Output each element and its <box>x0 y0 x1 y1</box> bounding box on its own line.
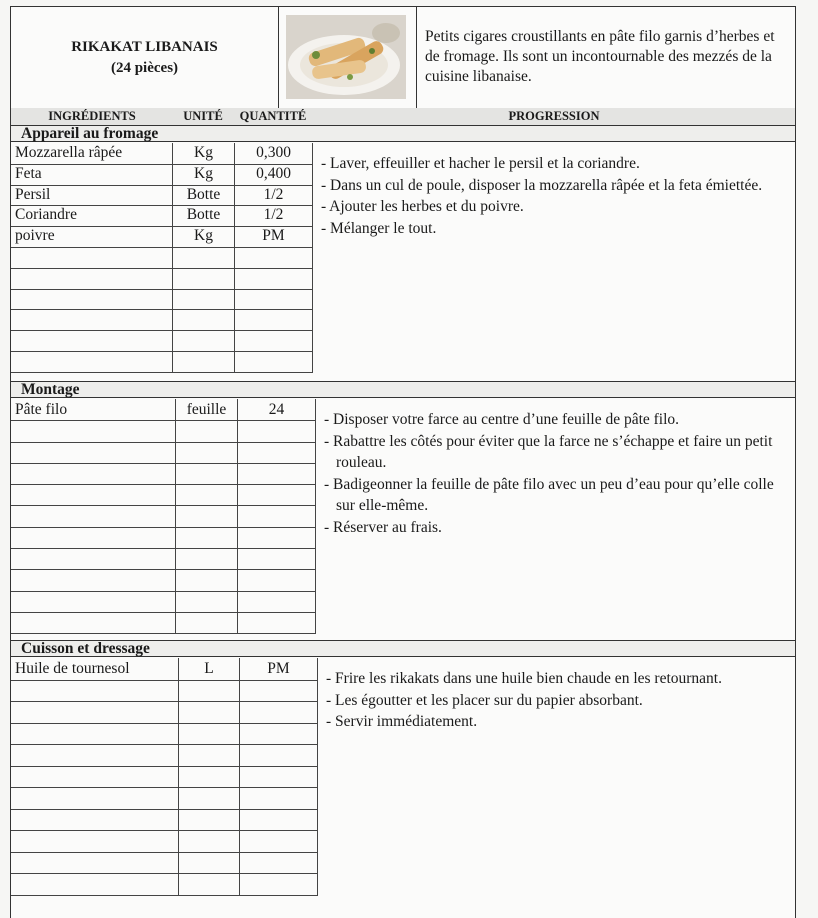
ingredient-name: Coriandre <box>11 205 173 226</box>
ingredient-unit <box>176 548 238 569</box>
ingredient-unit <box>179 873 240 895</box>
ingredient-name <box>11 809 179 831</box>
progression-step: - Servir immédiatement. <box>326 713 478 730</box>
progression-step: - Réserver au frais. <box>324 518 442 536</box>
ingredient-quantity <box>240 723 318 745</box>
ingredient-quantity: 1/2 <box>235 185 313 206</box>
ingredient-quantity <box>240 787 318 809</box>
table-row <box>11 185 313 207</box>
section-title <box>11 640 795 657</box>
ingredient-quantity <box>240 873 318 895</box>
ingredient-unit: feuille <box>176 399 238 420</box>
title-cell <box>11 7 279 108</box>
ingredient-name <box>11 548 176 569</box>
table-row <box>11 852 318 875</box>
table-row <box>11 830 318 853</box>
section-title-text: Cuisson et dressage <box>21 640 150 657</box>
ingredient-name <box>11 506 176 527</box>
table-row <box>11 658 318 681</box>
ingredient-unit <box>176 527 238 548</box>
ingredient-quantity <box>238 484 316 505</box>
ingredient-name <box>11 527 176 548</box>
progression-step: - Rabattre les côtés pour éviter que la farce ne s’échappe et faire un petit rouleau. <box>324 432 773 471</box>
table-row <box>11 612 316 634</box>
ingredient-unit <box>179 852 240 874</box>
ingredient-quantity <box>238 612 316 633</box>
ingredient-unit <box>176 420 238 441</box>
ingredient-quantity: PM <box>240 658 318 680</box>
ingredient-unit <box>176 484 238 505</box>
table-row <box>11 399 316 421</box>
ingredient-quantity <box>238 442 316 463</box>
table-row <box>11 143 313 165</box>
table-row <box>11 268 313 290</box>
ingredient-quantity: PM <box>235 226 313 247</box>
ingredient-quantity <box>235 309 313 330</box>
ingredient-quantity <box>235 351 313 372</box>
recipe-description: Petits cigares croustillants en pâte filo garnis d’herbes et de fromage. Ils sont un incontournable des mezzés de la cuisine libanaise. <box>425 28 775 85</box>
table-row <box>11 164 313 186</box>
ingredient-unit <box>176 612 238 633</box>
ingredient-unit <box>179 680 240 702</box>
ingredient-unit <box>176 569 238 590</box>
table-row <box>11 226 313 248</box>
progression-step: - Badigeonner la feuille de pâte filo avec un peu d’eau pour qu’elle colle sur elle-même. <box>324 475 774 514</box>
ingredient-name: Feta <box>11 164 173 185</box>
ingredient-quantity <box>238 548 316 569</box>
table-row <box>11 527 316 549</box>
recipe-header <box>11 7 795 109</box>
section-title-text: Appareil au fromage <box>21 125 159 142</box>
ingredient-name <box>11 484 176 505</box>
progression-step: - Dans un cul de poule, disposer la mozzarella râpée et la feta émiettée. <box>321 176 763 194</box>
ingredient-unit <box>179 723 240 745</box>
ingredient-unit: Kg <box>173 143 235 164</box>
ingredient-name <box>11 744 179 766</box>
ingredients-table <box>11 658 318 896</box>
ingredient-name <box>11 268 173 289</box>
ingredients-table <box>11 143 313 373</box>
ingredient-unit <box>179 766 240 788</box>
ingredient-unit <box>173 289 235 310</box>
ingredient-unit <box>179 809 240 831</box>
table-row <box>11 484 316 506</box>
ingredient-name <box>11 723 179 745</box>
ingredient-unit <box>173 351 235 372</box>
progression-step: - Ajouter les herbes et du poivre. <box>321 198 524 215</box>
table-row <box>11 205 313 227</box>
table-row <box>11 330 313 352</box>
ingredient-quantity <box>238 420 316 441</box>
progression-step: - Mélanger le tout. <box>321 219 437 237</box>
table-row <box>11 420 316 442</box>
column-headers <box>11 108 795 126</box>
ingredient-name <box>11 289 173 310</box>
ingredient-quantity <box>235 247 313 268</box>
progression-steps <box>326 668 781 733</box>
ingredient-unit: Botte <box>173 205 235 226</box>
ingredient-quantity <box>235 268 313 289</box>
ingredient-unit <box>176 442 238 463</box>
photo-cell <box>278 7 417 108</box>
ingredient-name <box>11 852 179 874</box>
ingredient-unit: Botte <box>173 185 235 206</box>
table-row <box>11 289 313 311</box>
ingredient-unit <box>179 787 240 809</box>
ingredient-name <box>11 420 176 441</box>
ingredient-unit <box>176 591 238 612</box>
ingredient-name: Persil <box>11 185 173 206</box>
table-row <box>11 809 318 832</box>
progression-step: - Disposer votre farce au centre d’une feuille de pâte filo. <box>324 411 680 428</box>
ingredient-quantity <box>238 591 316 612</box>
ingredient-unit <box>176 506 238 527</box>
header-quantity: QUANTITÉ <box>239 109 307 123</box>
table-row <box>11 787 318 810</box>
ingredient-quantity <box>240 766 318 788</box>
table-row <box>11 701 318 724</box>
ingredient-unit: Kg <box>173 226 235 247</box>
ingredient-quantity <box>238 569 316 590</box>
table-row <box>11 506 316 528</box>
ingredient-quantity <box>235 330 313 351</box>
ingredient-quantity <box>240 852 318 874</box>
table-row <box>11 766 318 789</box>
ingredient-name <box>11 591 176 612</box>
table-row <box>11 442 316 464</box>
ingredient-quantity <box>238 527 316 548</box>
table-row <box>11 680 318 703</box>
table-row <box>11 744 318 767</box>
recipe-title: RIKAKAT LIBANAIS <box>71 38 218 55</box>
section-title <box>11 125 795 142</box>
table-row <box>11 309 313 331</box>
recipe-portions: (24 pièces) <box>110 59 179 76</box>
ingredient-quantity <box>235 289 313 310</box>
ingredients-table <box>11 399 316 634</box>
ingredient-name: poivre <box>11 226 173 247</box>
ingredient-unit <box>179 830 240 852</box>
table-row <box>11 247 313 269</box>
ingredient-quantity <box>240 701 318 723</box>
ingredient-quantity <box>240 680 318 702</box>
table-row <box>11 351 313 373</box>
ingredient-name <box>11 351 173 372</box>
ingredient-unit <box>173 247 235 268</box>
ingredient-name <box>11 247 173 268</box>
ingredient-unit: L <box>179 658 240 680</box>
ingredient-unit <box>176 463 238 484</box>
ingredient-name <box>11 330 173 351</box>
ingredient-quantity <box>238 506 316 527</box>
ingredient-quantity: 0,300 <box>235 143 313 164</box>
ingredient-name <box>11 569 176 590</box>
ingredient-name <box>11 680 179 702</box>
ingredient-name: Mozzarella râpée <box>11 143 173 164</box>
ingredient-name <box>11 612 176 633</box>
table-row <box>11 591 316 613</box>
ingredient-quantity <box>240 744 318 766</box>
progression-steps <box>324 409 781 538</box>
table-row <box>11 463 316 485</box>
table-row <box>11 873 318 896</box>
ingredient-unit <box>179 744 240 766</box>
header-ingredients: INGRÉDIENTS <box>48 109 136 123</box>
ingredient-unit <box>173 309 235 330</box>
dish-photo <box>286 15 406 99</box>
ingredient-unit <box>173 268 235 289</box>
ingredient-quantity: 0,400 <box>235 164 313 185</box>
ingredient-unit: Kg <box>173 164 235 185</box>
ingredient-name <box>11 766 179 788</box>
progression-step: - Laver, effeuiller et hacher le persil et la coriandre. <box>321 155 640 172</box>
ingredient-quantity <box>240 830 318 852</box>
header-unit: UNITÉ <box>183 109 223 123</box>
progression-steps <box>321 153 781 239</box>
ingredient-name <box>11 701 179 723</box>
table-row <box>11 569 316 591</box>
ingredient-unit <box>173 330 235 351</box>
ingredient-name <box>11 873 179 895</box>
section-title-text: Montage <box>21 381 80 398</box>
progression-step: - Les égoutter et les placer sur du papier absorbant. <box>326 691 643 709</box>
ingredient-quantity: 1/2 <box>235 205 313 226</box>
table-row <box>11 723 318 746</box>
ingredient-unit <box>179 701 240 723</box>
section-title <box>11 381 795 398</box>
ingredient-name <box>11 830 179 852</box>
ingredient-name <box>11 309 173 330</box>
recipe-sheet <box>10 6 796 918</box>
ingredient-name <box>11 463 176 484</box>
progression-step: - Frire les rikakats dans une huile bien chaude en les retournant. <box>326 670 722 687</box>
ingredient-quantity <box>238 463 316 484</box>
ingredient-name <box>11 442 176 463</box>
ingredient-name <box>11 787 179 809</box>
ingredient-name: Pâte filo <box>11 399 176 420</box>
ingredient-quantity: 24 <box>238 399 316 420</box>
ingredient-quantity <box>240 809 318 831</box>
table-row <box>11 548 316 570</box>
header-progression: PROGRESSION <box>508 109 600 123</box>
ingredient-name: Huile de tournesol <box>11 658 179 680</box>
